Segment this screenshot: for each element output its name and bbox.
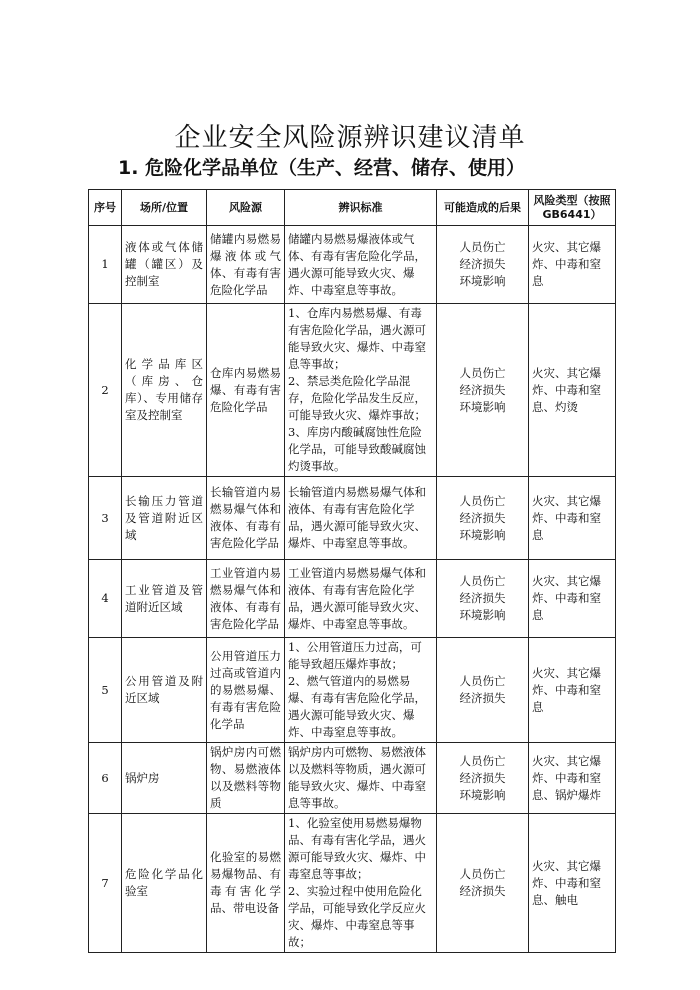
- header-standard: 辨识标准: [285, 190, 437, 226]
- row-standard: [285, 477, 437, 560]
- table-row: [89, 226, 616, 304]
- row-consequence: [437, 477, 529, 560]
- table-row: [89, 560, 616, 638]
- row-number: 6: [89, 743, 122, 814]
- row-risk-source: 仓库内易燃易爆、有毒有害危险化学品: [207, 304, 285, 477]
- consequence-line: 经济损失: [459, 382, 506, 397]
- consequence-line: 人员伤亡: [459, 365, 506, 380]
- row-number: 1: [89, 226, 122, 304]
- consequence-line: 经济损失: [459, 691, 506, 705]
- row-standard: [285, 743, 437, 814]
- row-place: 危险化学品化验室: [122, 814, 207, 953]
- row-standard: [285, 304, 437, 477]
- header-result: 可能造成的后果: [437, 190, 529, 226]
- standard-line: 储罐内易燃易爆液体或气体、有毒有害危险化学品，遇火源可能导致火灾、爆炸、中毒窒息等事故。: [288, 231, 426, 297]
- standard-line: 2、禁忌类危险化学品混存，危险化学品发生反应，可能导致火灾、爆炸事故；: [288, 374, 426, 422]
- row-place: 锅炉房: [122, 743, 207, 814]
- row-consequence: [437, 814, 529, 953]
- table-row: [89, 477, 616, 560]
- standard-line: 3、库房内酸碱腐蚀性危险化学品，可能导致酸碱腐蚀灼烫事故。: [288, 425, 426, 473]
- row-risk-type: 火灾、其它爆炸、中毒和窒息、灼烫: [529, 304, 616, 477]
- consequence-line: 人员伤亡: [459, 753, 506, 768]
- row-risk-type: 火灾、其它爆炸、中毒和窒息: [529, 226, 616, 304]
- consequence-line: 经济损失: [459, 770, 506, 785]
- standard-line: 工业管道内易燃易爆气体和液体、有毒有害危险化学品，遇火源可能导致火灾、爆炸、中毒窒息等事故。: [288, 565, 426, 631]
- header-place: 场所/位置: [122, 190, 207, 226]
- row-risk-type: 火灾、其它爆炸、中毒和窒息、锅炉爆炸: [529, 743, 616, 814]
- standard-line: 锅炉房内可燃物、易燃液体以及燃料等物质，遇火源可能导致火灾、爆炸、中毒窒息等事故。: [288, 745, 426, 810]
- row-place: 长输压力管道及管道附近区域: [122, 477, 207, 560]
- row-consequence: [437, 226, 529, 304]
- row-risk-source: 工业管道内易燃易爆气体和液体、有毒有害危险化学品: [207, 560, 285, 638]
- table-header-row: [89, 190, 616, 226]
- row-place: 液体或气体储罐（罐区）及控制室: [122, 226, 207, 304]
- standard-line: 长输管道内易燃易爆气体和液体、有毒有害危险化学品，遇火源可能导致火灾、爆炸、中毒窒息等事故。: [288, 485, 426, 550]
- standard-line: 1、化验室使用易燃易爆物品、有毒有害化学品，遇火源可能导致火灾、爆炸、中毒窒息等事故；: [288, 816, 426, 881]
- row-number: 5: [89, 638, 122, 743]
- row-number: 2: [89, 304, 122, 477]
- row-place: 公用管道及附近区域: [122, 638, 207, 743]
- consequence-line: 环境影响: [459, 274, 506, 288]
- row-risk-source: 长输管道内易燃易爆气体和液体、有毒有害危险化学品: [207, 477, 285, 560]
- standard-line: 2、实验过程中使用危险化学品，可能导致化学反应火灾、爆炸、中毒窒息等事故；: [288, 884, 426, 949]
- standard-line: 2、燃气管道内的易燃易爆、有毒有害危险化学品，遇火源可能导致火灾、爆炸、中毒窒息等事故。: [288, 674, 426, 739]
- page-title: 企业安全风险源辨识建议清单: [174, 123, 526, 153]
- standard-line: 1、公用管道压力过高，可能导致超压爆炸事故；: [288, 640, 422, 671]
- row-risk-source: 锅炉房内可燃物、易燃液体以及燃料等物质: [207, 743, 285, 814]
- table-row: [89, 814, 616, 953]
- row-consequence: [437, 638, 529, 743]
- row-consequence: [437, 304, 529, 477]
- row-risk-type: 火灾、其它爆炸、中毒和窒息: [529, 560, 616, 638]
- consequence-line: 人员伤亡: [459, 493, 506, 508]
- header-type: 风险类型（按照GB6441）: [529, 190, 616, 226]
- row-consequence: [437, 560, 529, 638]
- row-risk-source: 化验室的易燃易爆物品、有毒有害化学品、带电设备: [207, 814, 285, 953]
- consequence-line: 人员伤亡: [459, 867, 506, 881]
- row-standard: [285, 638, 437, 743]
- row-standard: [285, 814, 437, 953]
- consequence-line: 经济损失: [459, 510, 506, 525]
- row-number: 4: [89, 560, 122, 638]
- row-risk-source: 公用管道压力过高或管道内的易燃易爆、有毒有害危险化学品: [207, 638, 285, 743]
- row-risk-type: 火灾、其它爆炸、中毒和窒息、触电: [529, 814, 616, 953]
- row-standard: [285, 560, 437, 638]
- row-place: 化学品库区（库房、仓库）、专用储存室及控制室: [122, 304, 207, 477]
- consequence-line: 人员伤亡: [459, 674, 506, 688]
- row-number: 7: [89, 814, 122, 953]
- section-title: 1. 危险化学品单位（生产、经营、储存、使用）: [118, 157, 526, 179]
- row-place: 工业管道及管道附近区域: [122, 560, 207, 638]
- consequence-line: 人员伤亡: [459, 574, 506, 588]
- header-source: 风险源: [207, 190, 285, 226]
- row-standard: [285, 226, 437, 304]
- consequence-line: 人员伤亡: [459, 240, 506, 254]
- consequence-line: 环境影响: [459, 527, 506, 542]
- row-risk-type: 火灾、其它爆炸、中毒和窒息: [529, 638, 616, 743]
- consequence-line: 经济损失: [459, 591, 506, 605]
- table-row: [89, 638, 616, 743]
- consequence-line: 经济损失: [459, 257, 506, 271]
- row-number: 3: [89, 477, 122, 560]
- table-row: [89, 743, 616, 814]
- table-row: [89, 304, 616, 477]
- row-risk-type: 火灾、其它爆炸、中毒和窒息: [529, 477, 616, 560]
- row-consequence: [437, 743, 529, 814]
- standard-line: 1、仓库内易燃易爆、有毒有害危险化学品，遇火源可能导致火灾、爆炸、中毒窒息等事故；: [288, 306, 426, 371]
- row-risk-source: 储罐内易燃易爆液体或气体、有毒有害危险化学品: [207, 226, 285, 304]
- consequence-line: 环境影响: [459, 787, 506, 802]
- consequence-line: 环境影响: [459, 399, 506, 414]
- consequence-line: 经济损失: [459, 884, 506, 898]
- header-no: 序号: [89, 190, 122, 226]
- consequence-line: 环境影响: [459, 608, 506, 622]
- risk-source-table: [88, 189, 616, 953]
- table-body: [89, 226, 616, 953]
